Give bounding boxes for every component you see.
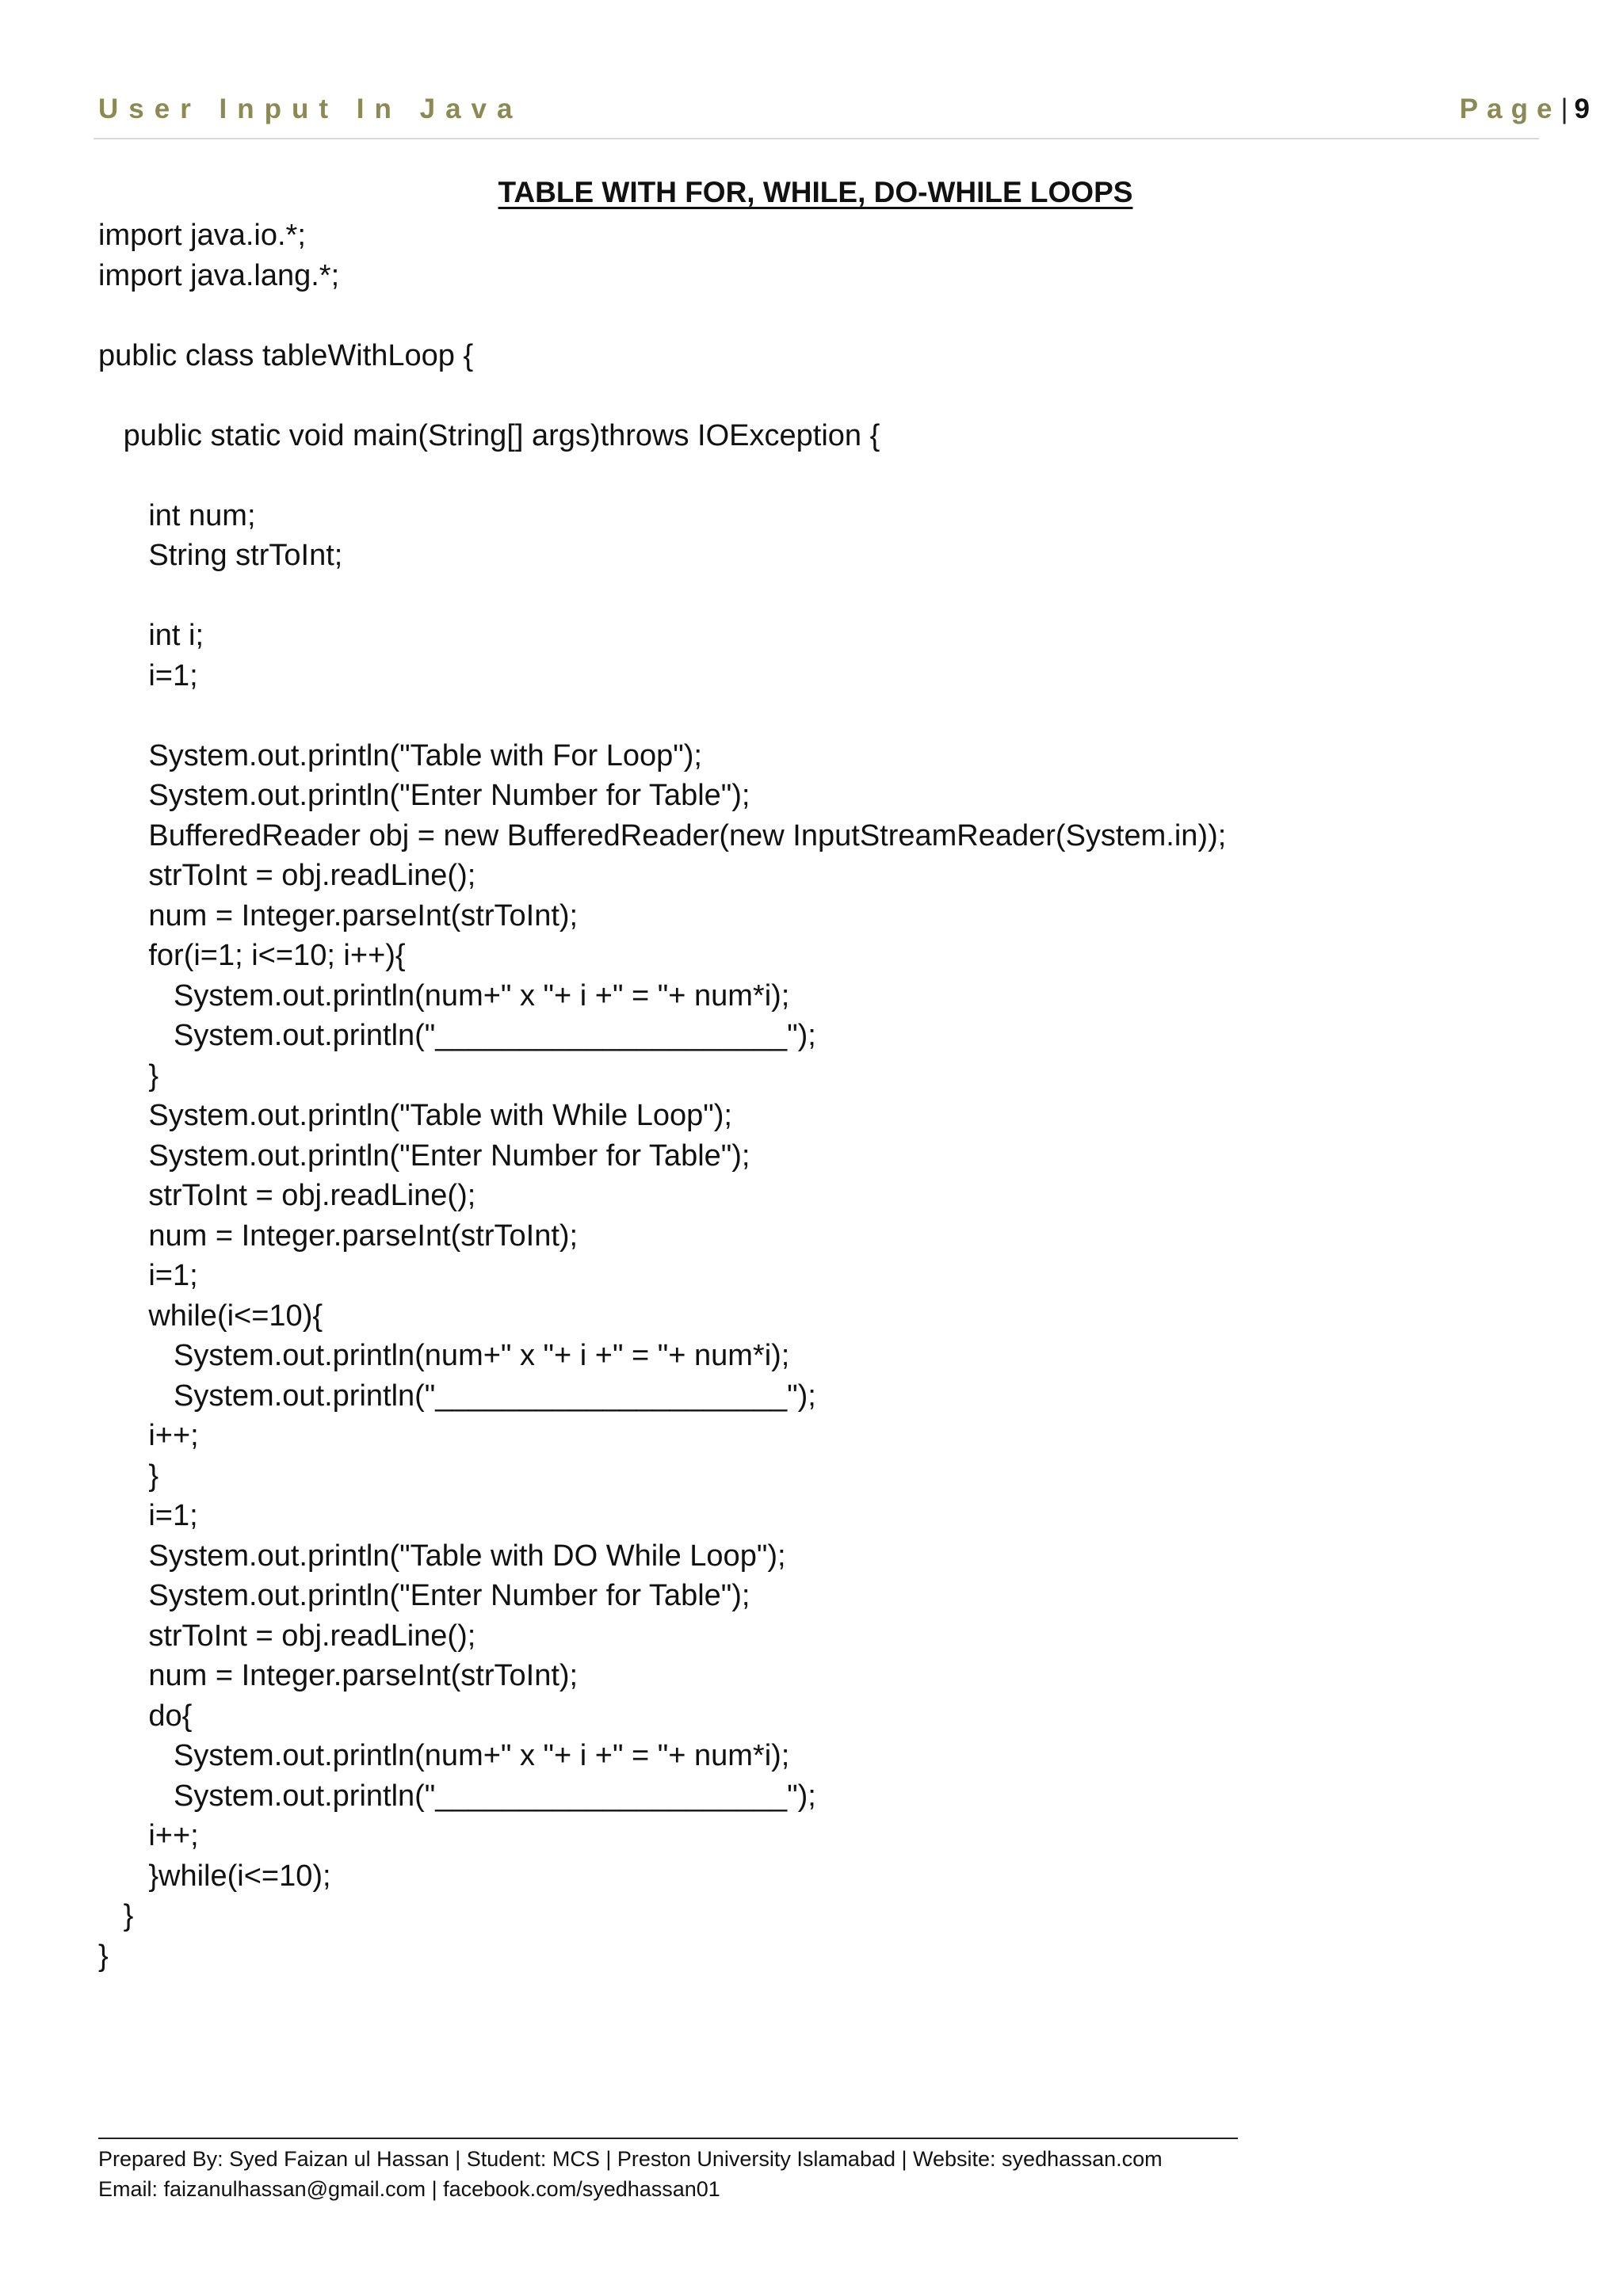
code-line: }	[98, 1459, 159, 1493]
code-line: System.out.println("Table with For Loop");	[98, 738, 702, 772]
code-line: System.out.println("_____________________");	[98, 1379, 816, 1413]
code-line: num = Integer.parseInt(strToInt);	[98, 1659, 579, 1692]
code-line: i=1;	[98, 658, 198, 692]
code-line: }while(i<=10);	[98, 1859, 331, 1893]
code-line: for(i=1; i<=10; i++){	[98, 939, 406, 972]
code-line: import java.io.*;	[98, 219, 306, 252]
code-line: strToInt = obj.readLine();	[98, 1179, 476, 1212]
document-title: TABLE WITH FOR, WHILE, DO-WHILE LOOPS	[498, 176, 1133, 208]
code-line: System.out.println("_____________________");	[98, 1779, 816, 1813]
header-separator: |	[1560, 93, 1568, 124]
code-line: do{	[98, 1699, 193, 1733]
code-line: import java.lang.*;	[98, 258, 340, 292]
code-line: strToInt = obj.readLine();	[98, 859, 476, 892]
code-line: System.out.println("Table with DO While Loop");	[98, 1539, 786, 1573]
header-divider	[94, 138, 1539, 139]
code-line: System.out.println("Table with While Loop");	[98, 1099, 732, 1132]
footer-credits: Prepared By: Syed Faizan ul Hassan | Student: MCS | Preston University Islamabad | Website: syedhassan.com	[98, 2147, 1163, 2171]
code-line: i++;	[98, 1419, 199, 1452]
code-line: System.out.println("_____________________");	[98, 1019, 816, 1052]
code-line: }	[98, 1899, 134, 1932]
code-line: System.out.println("Enter Number for Table");	[98, 1138, 750, 1173]
code-line: i++;	[98, 1819, 199, 1852]
header-page-word: Page	[1459, 93, 1561, 124]
footer-contact: Email: faizanulhassan@gmail.com | facebook.com/syedhassan01	[98, 2177, 720, 2201]
code-line: i=1;	[98, 1259, 198, 1292]
code-line: String strToInt;	[98, 539, 343, 572]
code-line: public class tableWithLoop {	[98, 338, 474, 372]
code-line: int i;	[98, 619, 204, 652]
code-line	[98, 456, 1445, 496]
header-page-num: 9	[1574, 93, 1590, 124]
code-line: BufferedReader obj = new BufferedReader(new InputStreamReader(System.in));	[98, 818, 1227, 852]
code-line: num = Integer.parseInt(strToInt);	[98, 898, 579, 933]
page-header	[95, 93, 1590, 138]
code-line	[98, 576, 1445, 616]
code-line: public static void main(String[] args)throws IOException {	[98, 418, 880, 452]
code-line: System.out.println("Enter Number for Table");	[98, 1579, 750, 1612]
code-line: }	[98, 1939, 109, 1973]
code-line: }	[98, 1058, 159, 1093]
header-title: User Input In Java	[98, 93, 523, 124]
code-line: while(i<=10){	[98, 1299, 323, 1333]
header-page-number	[1460, 93, 1590, 125]
code-line: num = Integer.parseInt(strToInt);	[98, 1219, 579, 1253]
page-footer	[98, 2144, 1445, 2204]
code-line: System.out.println(num+" x "+ i +" = "+ num*i);	[98, 1339, 790, 1372]
code-line	[98, 696, 1445, 736]
code-line: i=1;	[98, 1499, 198, 1532]
code-line: System.out.println("Enter Number for Table");	[98, 779, 750, 812]
code-line: strToInt = obj.readLine();	[98, 1619, 476, 1653]
code-line: System.out.println(num+" x "+ i +" = "+ num*i);	[98, 1739, 790, 1772]
footer-divider	[98, 2138, 1238, 2139]
code-line: System.out.println(num+" x "+ i +" = "+ num*i);	[98, 978, 790, 1013]
code-line	[98, 376, 1445, 416]
code-listing	[98, 215, 1445, 1976]
code-line: int num;	[98, 498, 256, 532]
code-line	[98, 296, 1445, 336]
